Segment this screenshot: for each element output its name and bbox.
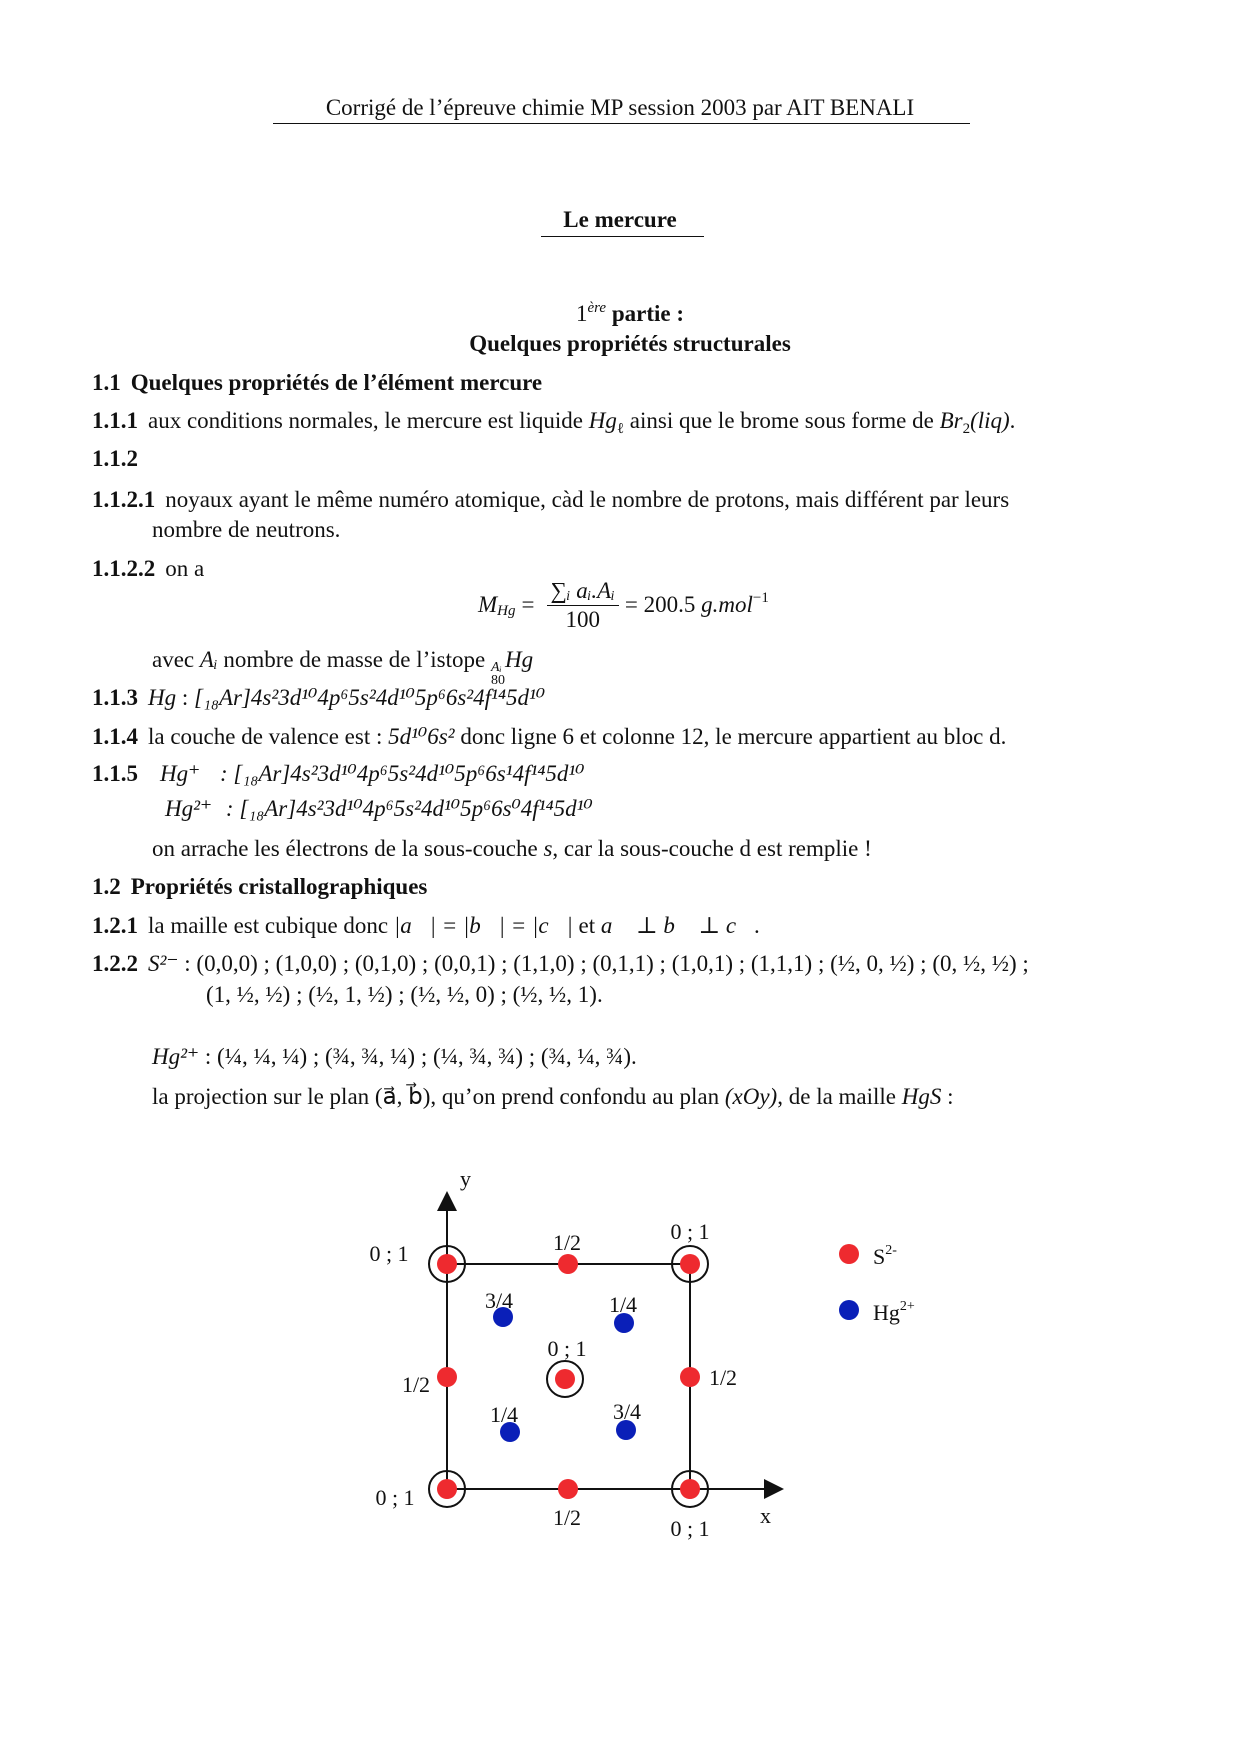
label-tl: 0 ; 1 xyxy=(369,1241,409,1266)
legend-hg-marker xyxy=(839,1300,859,1320)
positions: : (0,0,0) ; (1,0,0) ; (0,1,0) ; (0,0,1) ; (1,1,0) ; (0,1,1) ; (1,0,1) ; (1,1,1) ; (½, 0, ½) ; (0, ½, ½) ; xyxy=(178,951,1029,976)
text: et xyxy=(572,913,601,938)
item-num: 1.1.3 xyxy=(92,685,138,710)
item-num: 1.2.2 xyxy=(92,951,138,976)
text: : xyxy=(941,1084,954,1109)
text: on a xyxy=(165,556,205,581)
text: , qu’on prend confondu au plan xyxy=(430,1084,725,1109)
part-label: partie : xyxy=(606,301,685,326)
ion: Hg²⁺ xyxy=(165,796,213,821)
mass-number: Aᵢ xyxy=(490,660,502,675)
ion: Hg²⁺ xyxy=(152,1044,200,1069)
item-num: 1.1.5 xyxy=(92,761,138,786)
math-sub: 2 xyxy=(962,421,971,437)
denominator: 100 xyxy=(565,606,600,632)
label-hg2: 1/4 xyxy=(608,1292,638,1317)
label-tr: 0 ; 1 xyxy=(670,1219,710,1244)
label-hg3: 1/4 xyxy=(489,1402,519,1427)
electron-config: [₁₈Ar]4s²3d¹⁰4p⁶5s²4d¹⁰5p⁶6s²4f¹⁴5d¹⁰ xyxy=(194,685,546,710)
atomic-number: 80 xyxy=(490,673,505,688)
item-num: 1.1.1 xyxy=(92,408,138,433)
label-hg4: 3/4 xyxy=(612,1399,642,1424)
text: avec xyxy=(152,647,200,672)
label-bottom: 1/2 xyxy=(552,1505,582,1530)
s-atom xyxy=(555,1369,575,1389)
item-num: 1.1.4 xyxy=(92,724,138,749)
y-axis-label: y xyxy=(460,1166,471,1191)
math: M xyxy=(478,592,498,617)
mass-formula: M Hg = $\frac{\text{∑ᵢ aᵢ.Aᵢ}}{100}$ = 200.5 g.mol −1 xyxy=(478,570,769,640)
electron-config: : [₁₈Ar]4s²3d¹⁰4p⁶5s²4d¹⁰5p⁶6s¹4f¹⁴5d¹⁰ xyxy=(214,761,585,786)
label-bl: 0 ; 1 xyxy=(375,1485,415,1510)
section-num: 1.1 xyxy=(92,370,121,395)
math: Aᵢ xyxy=(199,647,218,672)
x-axis-label: x xyxy=(760,1503,771,1528)
math: Br xyxy=(939,408,963,433)
equals: = xyxy=(521,592,535,617)
label-top: 1/2 xyxy=(552,1230,582,1255)
text: : xyxy=(176,685,195,710)
text: , de la maille xyxy=(777,1084,902,1109)
math: 5d¹⁰6s² xyxy=(388,724,455,749)
unit: g.mol xyxy=(701,592,753,617)
text: aux conditions normales, le mercure est liquide xyxy=(148,408,589,433)
section-num: 1.2 xyxy=(92,874,121,899)
header-text: Corrigé de l’épreuve chimie MP session 2003 par AIT BENALI xyxy=(325,95,915,120)
electron-config: : [₁₈Ar]4s²3d¹⁰4p⁶5s²4d¹⁰5p⁶6s⁰4f¹⁴5d¹⁰ xyxy=(220,796,593,821)
label-hg1: 3/4 xyxy=(484,1288,514,1313)
numerator: ∑ᵢ aᵢ.Aᵢ xyxy=(547,577,619,606)
math: a⃗ ⊥ b⃗ ⊥ c⃗ xyxy=(600,913,755,938)
math: Hg xyxy=(504,647,534,672)
text: nombre de masse de l’istope xyxy=(217,647,491,672)
title-text: Le mercure xyxy=(563,207,677,232)
legend-s-marker xyxy=(839,1244,859,1264)
text: noyaux ayant le même numéro atomique, càd le nombre de protons, mais différent par leurs xyxy=(165,487,1010,512)
item-num: 1.2.1 xyxy=(92,913,138,938)
math: Hg xyxy=(588,408,617,433)
item-num: 1.1.2.1 xyxy=(92,487,156,512)
item-num: 1.1.2 xyxy=(92,446,138,471)
label-center: 0 ; 1 xyxy=(547,1336,587,1361)
part-sup: ère xyxy=(587,300,607,316)
s-atom xyxy=(558,1479,578,1499)
s-atom xyxy=(680,1479,700,1499)
math: |a⃗| = |b⃗| = |c⃗| xyxy=(393,913,573,938)
text: la maille est cubique donc xyxy=(148,913,394,938)
value: = 200.5 xyxy=(624,592,702,617)
text: ainsi que le brome sous forme de xyxy=(624,408,940,433)
math: s xyxy=(543,836,553,861)
s-atom xyxy=(437,1254,457,1274)
math: (liq) xyxy=(970,408,1010,433)
section-title: Quelques propriétés de l’élément mercure xyxy=(130,370,543,395)
s-atom xyxy=(680,1367,700,1387)
s-atom xyxy=(680,1254,700,1274)
legend xyxy=(839,1243,915,1325)
math: HgS xyxy=(901,1084,942,1109)
section-title: Propriétés cristallographiques xyxy=(130,874,428,899)
text: , car la sous-couche d est remplie ! xyxy=(552,836,872,861)
legend-hg-label: $Hg^{2+}$ xyxy=(873,1299,915,1325)
text: la couche de valence est : xyxy=(148,724,389,749)
math: Hg xyxy=(148,685,177,710)
part-subtitle: Quelques propriétés structurales xyxy=(469,331,791,356)
positions: : (¼, ¼, ¼) ; (¾, ¾, ¼) ; (¼, ¾, ¾) ; (¾, ¼, ¾). xyxy=(199,1044,637,1069)
math-sub: ℓ xyxy=(616,421,625,437)
math: (a⃗, b⃗) xyxy=(374,1084,431,1109)
label-left: 1/2 xyxy=(401,1372,431,1397)
item-1-1-2-1-cont: nombre de neutrons. xyxy=(152,517,341,542)
label-right: 1/2 xyxy=(708,1365,738,1390)
s-atom xyxy=(437,1367,457,1387)
part-num: 1 xyxy=(575,301,588,326)
item-1-2-2-cont: (1, ½, ½) ; (½, 1, ½) ; (½, ½, 0) ; (½, ½, 1). xyxy=(206,982,603,1007)
text: la projection sur le plan xyxy=(152,1084,375,1109)
text: . xyxy=(1009,408,1016,433)
s-atom xyxy=(558,1254,578,1274)
ion: S²⁻ xyxy=(148,951,179,976)
math: (xOy) xyxy=(724,1084,778,1109)
item-num: 1.1.2.2 xyxy=(92,556,156,581)
text: on arrache les électrons de la sous-couche xyxy=(152,836,544,861)
text: donc ligne 6 et colonne 12, le mercure appartient au bloc d. xyxy=(454,724,1007,749)
label-br: 0 ; 1 xyxy=(670,1516,710,1541)
legend-s-label: $S^{2-}$ xyxy=(873,1243,897,1269)
ion: Hg⁺ xyxy=(160,761,201,786)
s-atom xyxy=(437,1479,457,1499)
text: . xyxy=(754,913,760,938)
